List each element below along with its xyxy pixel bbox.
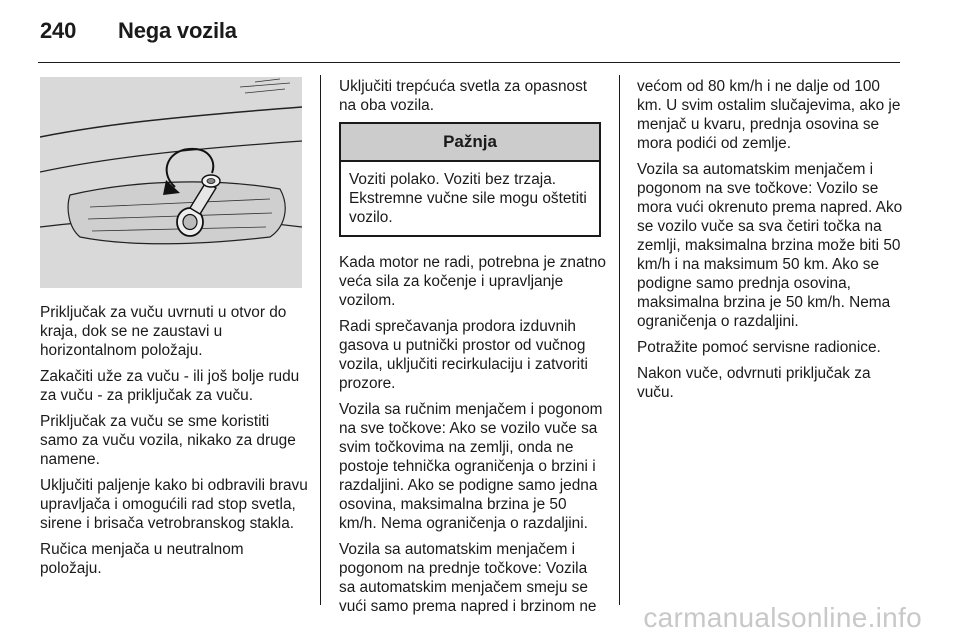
paragraph: većom od 80 km/h i ne dalje od 100 km. U svim ostalim slučajevima, ako je menjač u kvaru, prednja osovina se mora podići od zemlje.	[637, 78, 901, 152]
tow-eye-illustration	[40, 77, 302, 288]
paragraph: Priključak za vuču se sme koristiti samo za vuču vozila, nikako za druge namene.	[40, 413, 296, 468]
watermark: carmanualsonline.info	[643, 602, 922, 633]
paragraph: Uključiti trepćuća svetla za opasnost na oba vozila.	[339, 78, 588, 114]
paragraph: Kada motor ne radi, potrebna je znatno veća sila za kočenje i upravljanje vozilom.	[339, 254, 606, 309]
paragraph: Potražite pomoć servisne radionice.	[637, 339, 881, 356]
column-divider	[320, 75, 321, 605]
paragraph: Nakon vuče, odvrnuti priključak za vuču.	[637, 365, 871, 401]
page-number: 240	[40, 18, 77, 43]
paragraph: Vozila sa ručnim menjačem i pogonom na sve točkove: Ako se vozilo vuče sa svim točkovima na zemlji, onda ne postoje tehnička ograničenja o brzini i razdaljini. Ako se podigne samo jedna osovina, maksimalna brzina je 50 km/h. Nema ograničenja o razdaljini.	[339, 401, 603, 532]
paragraph: Vozila sa automatskim menjačem i pogonom na sve točkove: Vozilo se mora vući okrenuto prema napred. Ako se vozilo vuče sa sva četiri točka na zemlji, maksimalna brzina može biti 50 km/h i na maksimum 50 km. Ako se podigne samo prednja osovina, maksimalna brzina je 50 km/h. Nema ograničenja o razdaljini.	[637, 161, 903, 330]
paragraph: Ručica menjača u neutralnom položaju.	[40, 541, 244, 577]
paragraph: Uključiti paljenje kako bi odbravili bravu upravljača i omogućili rad stop svetla, sirene i brisača vetrobranskog stakla.	[40, 477, 308, 532]
tow-eye-drawing	[40, 77, 302, 288]
column-middle	[339, 77, 607, 623]
column-left	[40, 303, 308, 585]
paragraph: Radi sprečavanja prodora izduvnih gasova u putnički prostor od vučnog vozila, uključiti recirkulaciju i zatvoriti prozore.	[339, 318, 588, 392]
warning-text: Voziti polako. Voziti bez trzaja. Ekstremne vučne sile mogu oštetiti vozilo.	[349, 171, 587, 226]
paragraph: Vozila sa automatskim menjačem i pogonom na prednje točkove: Vozila sa automatskim menjačem smeju se vući samo prema napred i brzinom ne	[339, 541, 597, 615]
paragraph: Zakačiti uže za vuču - ili još bolje rudu za vuču - za priključak za vuču.	[40, 368, 300, 404]
column-divider	[619, 75, 620, 605]
warning-box	[339, 122, 601, 237]
warning-title: Pažnja	[341, 124, 599, 162]
column-right	[637, 77, 905, 409]
page-title: Nega vozila	[118, 18, 237, 43]
header-divider	[38, 62, 900, 63]
paragraph: Priključak za vuču uvrnuti u otvor do kraja, dok se ne zaustavi u horizontalnom položaju.	[40, 304, 287, 359]
